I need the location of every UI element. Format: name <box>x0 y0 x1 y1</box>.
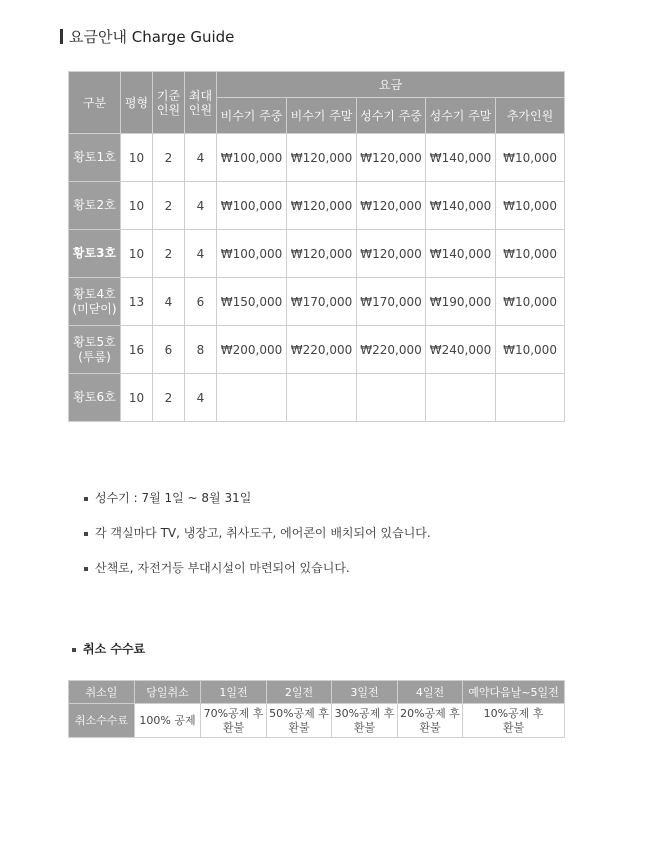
table-row <box>69 134 565 182</box>
header-fee: 요금 <box>217 72 565 98</box>
page-title <box>60 26 234 47</box>
price-table <box>68 71 565 422</box>
cancel-day: 3일전 <box>332 681 398 704</box>
room-name: 황토1호 <box>69 134 121 182</box>
price-off-weekday: ₩150,000 <box>217 278 287 326</box>
header-category: 구분 <box>69 72 121 134</box>
header-off-weekend: 비수기 주말 <box>287 98 357 134</box>
room-base: 2 <box>153 374 185 422</box>
cancel-fee-cell: 70%공제 후 환불 <box>201 704 267 738</box>
header-peak-weekday: 성수기 주중 <box>357 98 426 134</box>
room-max: 6 <box>185 278 217 326</box>
price-peak-weekday: ₩170,000 <box>357 278 426 326</box>
room-name: 황토6호 <box>69 374 121 422</box>
room-size: 13 <box>121 278 153 326</box>
price-peak-weekday: ₩120,000 <box>357 182 426 230</box>
bullet-square-icon <box>84 497 88 501</box>
room-size: 10 <box>121 182 153 230</box>
room-base: 2 <box>153 230 185 278</box>
price-peak-weekday: ₩120,000 <box>357 230 426 278</box>
table-row <box>69 374 565 422</box>
room-size: 10 <box>121 134 153 182</box>
cancel-day: 1일전 <box>201 681 267 704</box>
price-off-weekend: ₩220,000 <box>287 326 357 374</box>
bullet-square-icon <box>84 532 88 536</box>
room-size: 16 <box>121 326 153 374</box>
price-peak-weekend: ₩240,000 <box>426 326 496 374</box>
price-off-weekday: ₩200,000 <box>217 326 287 374</box>
room-size: 10 <box>121 374 153 422</box>
note-item: 산책로, 자전거등 부대시설이 마련되어 있습니다. <box>84 560 431 577</box>
table-row <box>69 326 565 374</box>
price-peak-weekend: ₩140,000 <box>426 182 496 230</box>
header-off-weekday: 비수기 주중 <box>217 98 287 134</box>
cancel-fee-cell: 20%공제 후 환불 <box>398 704 463 738</box>
cancel-fee-cell: 30%공제 후 환불 <box>332 704 398 738</box>
cancel-fee-cell: 100% 공제 <box>135 704 201 738</box>
cancel-fee-table <box>68 680 565 738</box>
page-title-text: 요금안내 Charge Guide <box>69 28 235 46</box>
price-peak-weekday: ₩120,000 <box>357 134 426 182</box>
cancel-fee-cell: 10%공제 후 환불 <box>463 704 565 738</box>
cancel-day: 4일전 <box>398 681 463 704</box>
bullet-square-icon <box>72 648 76 652</box>
price-off-weekend: ₩120,000 <box>287 182 357 230</box>
room-max: 8 <box>185 326 217 374</box>
note-item: 각 객실마다 TV, 냉장고, 취사도구, 에어콘이 배치되어 있습니다. <box>84 525 431 542</box>
room-max: 4 <box>185 374 217 422</box>
room-max: 4 <box>185 182 217 230</box>
room-name: 황토3호 <box>69 230 121 278</box>
price-peak-weekend <box>426 374 496 422</box>
room-base: 6 <box>153 326 185 374</box>
room-name: 황토4호 (미닫이) <box>69 278 121 326</box>
cancel-day: 당일취소 <box>135 681 201 704</box>
header-extra-person: 추가인원 <box>496 98 565 134</box>
price-peak-weekend: ₩140,000 <box>426 230 496 278</box>
price-peak-weekend: ₩140,000 <box>426 134 496 182</box>
room-base: 2 <box>153 182 185 230</box>
price-peak-weekend: ₩190,000 <box>426 278 496 326</box>
price-extra: ₩10,000 <box>496 278 565 326</box>
cancel-row-label: 취소수수료 <box>69 704 135 738</box>
room-name: 황토5호 (투룸) <box>69 326 121 374</box>
room-max: 4 <box>185 134 217 182</box>
header-size: 평형 <box>121 72 153 134</box>
price-extra: ₩10,000 <box>496 182 565 230</box>
price-off-weekday <box>217 374 287 422</box>
header-peak-weekend: 성수기 주말 <box>426 98 496 134</box>
cancel-day: 2일전 <box>267 681 332 704</box>
notes-list <box>84 490 431 595</box>
price-off-weekend: ₩170,000 <box>287 278 357 326</box>
price-extra: ₩10,000 <box>496 134 565 182</box>
price-off-weekday: ₩100,000 <box>217 182 287 230</box>
table-row <box>69 230 565 278</box>
title-bar-decoration <box>60 29 63 44</box>
cancel-fee-cell: 50%공제 후 환불 <box>267 704 332 738</box>
table-row <box>69 278 565 326</box>
price-off-weekend: ₩120,000 <box>287 134 357 182</box>
table-row <box>69 182 565 230</box>
cancel-header-label: 취소일 <box>69 681 135 704</box>
header-base-occupancy: 기준 인원 <box>153 72 185 134</box>
room-max: 4 <box>185 230 217 278</box>
room-size: 10 <box>121 230 153 278</box>
note-item: 성수기 : 7월 1일 ~ 8월 31일 <box>84 490 431 507</box>
price-off-weekend <box>287 374 357 422</box>
price-off-weekday: ₩100,000 <box>217 134 287 182</box>
room-name: 황토2호 <box>69 182 121 230</box>
price-extra <box>496 374 565 422</box>
room-base: 4 <box>153 278 185 326</box>
price-extra: ₩10,000 <box>496 326 565 374</box>
cancel-section-title: 취소 수수료 <box>72 640 145 657</box>
price-peak-weekday: ₩220,000 <box>357 326 426 374</box>
price-off-weekday: ₩100,000 <box>217 230 287 278</box>
price-peak-weekday <box>357 374 426 422</box>
room-base: 2 <box>153 134 185 182</box>
price-off-weekend: ₩120,000 <box>287 230 357 278</box>
cancel-day: 예약다음날~5일전 <box>463 681 565 704</box>
price-extra: ₩10,000 <box>496 230 565 278</box>
bullet-square-icon <box>84 567 88 571</box>
header-max-occupancy: 최대 인원 <box>185 72 217 134</box>
